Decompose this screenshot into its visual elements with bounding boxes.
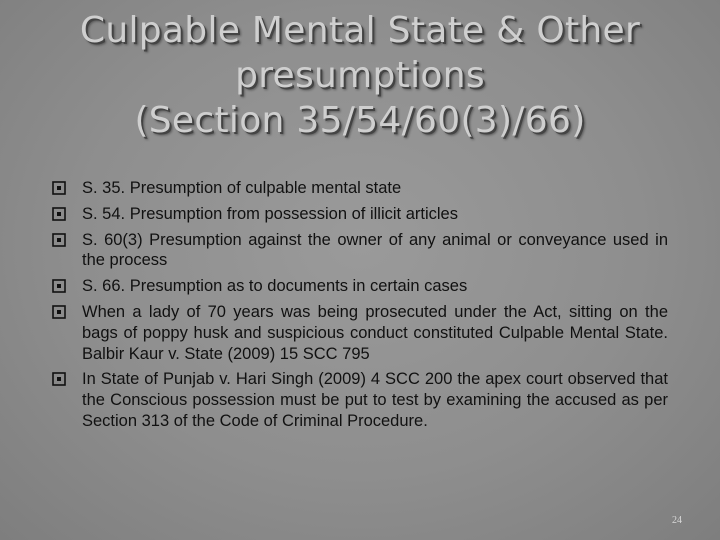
bullet-text: S. 35. Presumption of culpable mental state (82, 179, 402, 197)
bullet-text: In State of Punjab v. Hari Singh (2009) 4 SCC 200 the apex court observed that the Conscious possession must be put to test by examining the accused as per Section 313 of the Code of Criminal Procedure. (82, 370, 668, 430)
bullet-item (52, 230, 668, 272)
checkbox-bullet-icon (52, 305, 66, 319)
checkbox-bullet-icon (52, 181, 66, 195)
title-line-3: (Section 35/54/60(3)/66) (134, 100, 586, 141)
checkbox-bullet-icon (52, 233, 66, 247)
checkbox-bullet-icon (52, 279, 66, 293)
checkbox-bullet-icon (52, 207, 66, 221)
slide-title (60, 8, 660, 143)
bullet-text: S. 60(3) Presumption against the owner of any animal or conveyance used in the process (82, 230, 668, 270)
bullet-text: S. 54. Presumption from possession of illicit articles (82, 204, 458, 223)
bullet-item (52, 178, 668, 199)
bullet-item (52, 276, 668, 297)
bullet-text: S. 66. Presumption as to documents in certain cases (82, 277, 468, 296)
title-line-1: Culpable Mental State & Other (79, 10, 641, 51)
page-number: 24 (672, 515, 682, 526)
title-line-2: presumptions (235, 55, 485, 96)
checkbox-bullet-icon (52, 372, 66, 386)
bullet-text: When a lady of 70 years was being prosecuted under the Act, sitting on the bags of poppy husk and suspicious conduct constituted Culpable Mental State. Balbir Kaur v. State (2009) 15 SCC 795 (82, 302, 668, 363)
bullet-list (52, 178, 668, 437)
bullet-item (52, 204, 668, 225)
bullet-item (52, 302, 668, 364)
bullet-item (52, 369, 668, 431)
